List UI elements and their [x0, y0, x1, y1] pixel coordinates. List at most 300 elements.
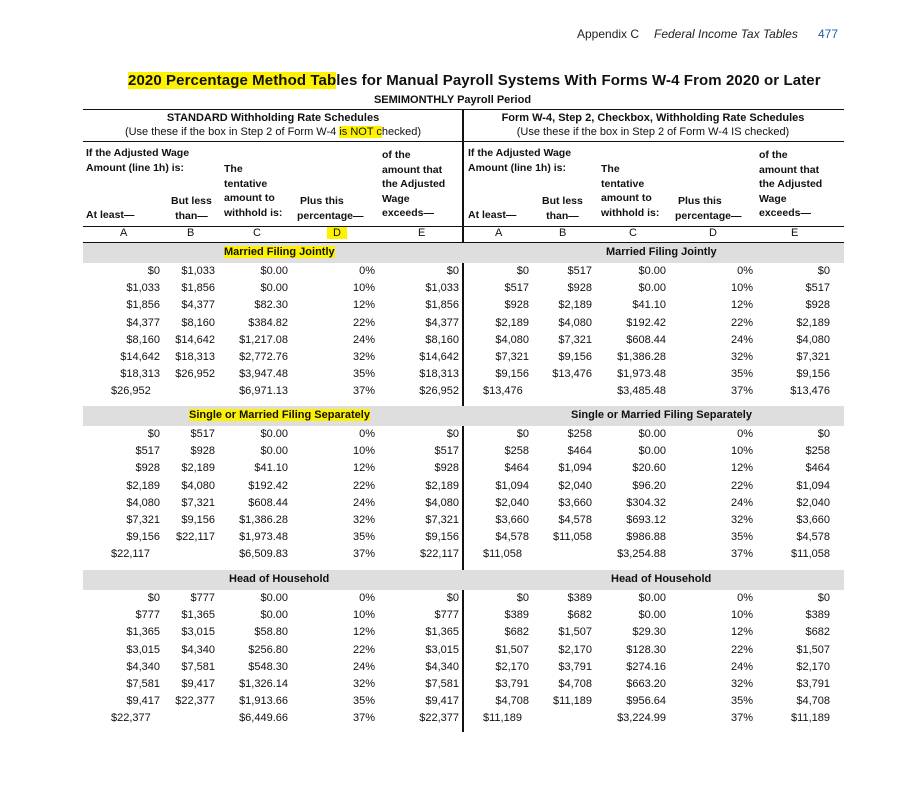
table-row	[83, 513, 463, 530]
at-least-cell: $517	[504, 282, 529, 295]
page-number: 477	[818, 27, 839, 41]
exceeds-cell: $0	[817, 428, 830, 440]
exceeds-cell: $258	[805, 445, 830, 458]
but-less-cell: $1,033	[181, 265, 215, 277]
exceeds-cell: $2,189	[425, 479, 459, 492]
but-less-cell: $4,708	[558, 678, 592, 690]
exceeds-cell: $9,417	[425, 695, 459, 708]
table-row	[83, 281, 463, 298]
at-least-cell: $0	[147, 265, 160, 277]
but-less-cell: $4,080	[558, 316, 592, 329]
tentative-cell: $0.00	[638, 265, 666, 277]
but-less-cell: $4,080	[181, 479, 215, 492]
percentage-cell: 22%	[730, 479, 753, 492]
exceeds-cell: $517	[434, 445, 459, 458]
percentage-cell: 10%	[730, 609, 753, 622]
at-least-cell: $22,117	[111, 548, 150, 561]
percentage-cell: 10%	[352, 282, 375, 295]
at-least-cell: $9,156	[126, 531, 160, 544]
percentage-cell: 10%	[352, 609, 375, 622]
standard-panel	[83, 108, 463, 732]
tentative-cell: $274.16	[626, 660, 666, 673]
tentative-cell: $0.00	[638, 609, 666, 622]
section-title: Head of Household	[611, 573, 712, 585]
tentative-cell: $1,973.48	[617, 368, 666, 381]
but-less-cell: $9,417	[181, 678, 215, 690]
at-least-cell: $928	[504, 299, 529, 312]
at-least-cell: $0	[147, 592, 160, 604]
percentage-cell: 24%	[352, 660, 375, 673]
percentage-cell: 22%	[352, 479, 375, 492]
table-row	[462, 694, 844, 711]
tentative-cell: $2,772.76	[239, 351, 288, 363]
exceeds-cell: $0	[446, 428, 459, 440]
at-least-cell: $777	[135, 609, 160, 622]
exceeds-cell: $4,080	[425, 496, 459, 509]
exceeds-cell: $4,340	[425, 660, 459, 673]
section-band	[462, 243, 844, 263]
tentative-cell: $0.00	[260, 592, 288, 604]
table-row	[83, 660, 463, 677]
section-title: Single or Married Filing Separately	[571, 409, 752, 421]
tentative-cell: $0.00	[260, 265, 288, 277]
at-least-header: At least—	[86, 209, 135, 221]
table-row	[83, 591, 463, 608]
but-less-cell: $13,476	[552, 368, 592, 381]
at-least-cell: $389	[504, 609, 529, 622]
table-row	[462, 384, 844, 401]
exceeds-cell: $9,156	[425, 531, 459, 544]
at-least-cell: $3,015	[126, 643, 160, 656]
tentative-cell: $384.82	[248, 316, 288, 329]
payroll-period: SEMIMONTHLY Payroll Period	[373, 94, 532, 106]
but-less-cell: $682	[567, 609, 592, 622]
but-less-cell: $22,117	[176, 531, 215, 544]
tentative-cell: $96.20	[632, 479, 666, 492]
tentative-cell: $1,326.14	[239, 678, 288, 690]
but-less-header: But less than—	[171, 195, 212, 222]
tentative-cell: $663.20	[626, 678, 666, 690]
at-least-cell: $8,160	[126, 333, 160, 346]
at-least-cell: $7,321	[495, 351, 529, 363]
tentative-cell: $128.30	[626, 643, 666, 656]
tentative-cell: $0.00	[260, 609, 288, 622]
at-least-cell: $0	[147, 428, 160, 440]
tentative-cell: $0.00	[638, 282, 666, 295]
tentative-cell: $20.60	[632, 462, 666, 475]
at-least-cell: $9,417	[126, 695, 160, 708]
exceeds-cell: $0	[446, 592, 459, 604]
at-least-cell: $4,708	[495, 695, 529, 708]
exceeds-cell: $389	[805, 609, 830, 622]
exceeds-cell: $682	[805, 626, 830, 639]
exceeds-cell: $13,476	[790, 385, 830, 398]
but-less-cell: $18,313	[175, 351, 215, 363]
title-rest: les for Manual Payroll Systems With Forms W-4 From 2020 or Later	[336, 72, 821, 89]
exceeds-cell: $4,708	[796, 695, 830, 708]
at-least-cell: $1,094	[495, 479, 529, 492]
but-less-cell: $1,856	[181, 282, 215, 295]
at-least-cell: $18,313	[120, 368, 160, 381]
percentage-cell: 22%	[730, 643, 753, 656]
but-less-cell: $3,015	[181, 626, 215, 639]
tentative-cell: $82.30	[254, 299, 288, 312]
exceeds-header: of the amount that the Adjusted Wage exceeds—	[759, 149, 823, 219]
exceeds-cell: $4,377	[425, 316, 459, 329]
percentage-cell: 12%	[352, 299, 375, 312]
but-less-cell: $928	[190, 445, 215, 458]
percentage-cell: 24%	[730, 496, 753, 509]
percentage-cell: 32%	[730, 351, 753, 363]
table-row	[83, 677, 463, 694]
percentage-cell: 32%	[352, 514, 375, 526]
exceeds-cell: $2,189	[796, 316, 830, 329]
tentative-cell: $6,449.66	[239, 712, 288, 725]
percentage-cell: 37%	[730, 385, 753, 398]
tentative-cell: $0.00	[638, 592, 666, 604]
percentage-cell: 37%	[730, 712, 753, 725]
exceeds-cell: $1,507	[796, 643, 830, 656]
percentage-cell: 10%	[730, 445, 753, 458]
percentage-cell: 0%	[359, 428, 375, 440]
percentage-cell: 35%	[352, 368, 375, 381]
exceeds-cell: $7,321	[796, 351, 830, 363]
tentative-cell: $1,386.28	[617, 351, 666, 363]
table-row	[462, 461, 844, 478]
tentative-cell: $548.30	[248, 660, 288, 673]
table-row	[83, 479, 463, 496]
but-less-cell: $11,189	[553, 695, 592, 708]
page-title	[128, 72, 821, 89]
percentage-cell: 35%	[730, 531, 753, 544]
tentative-cell: $3,254.88	[617, 548, 666, 561]
section-title: Head of Household	[229, 573, 330, 585]
percentage-cell: 37%	[730, 548, 753, 561]
exceeds-cell: $2,040	[796, 496, 830, 509]
tentative-cell: $1,913.66	[239, 695, 288, 708]
panel-subheading: (Use these if the box in Step 2 of Form W-4 IS checked)	[516, 126, 790, 138]
tentative-cell: $0.00	[260, 428, 288, 440]
tentative-cell: $608.44	[248, 496, 288, 509]
table-row	[83, 608, 463, 625]
percentage-cell: 35%	[730, 695, 753, 708]
exceeds-cell: $3,660	[796, 514, 830, 526]
table-row	[462, 643, 844, 660]
at-least-cell: $1,033	[126, 282, 160, 295]
but-less-cell: $464	[567, 445, 592, 458]
table-row	[83, 333, 463, 350]
section-band	[83, 570, 463, 590]
tentative-cell: $256.80	[248, 643, 288, 656]
but-less-cell: $1,094	[558, 462, 592, 475]
but-less-cell: $9,156	[181, 514, 215, 526]
exceeds-cell: $18,313	[419, 368, 459, 381]
exceeds-cell: $3,791	[796, 678, 830, 690]
tentative-cell: $0.00	[260, 282, 288, 295]
tentative-cell: $29.30	[632, 626, 666, 639]
percentage-cell: 32%	[352, 678, 375, 690]
tentative-cell: $304.32	[626, 496, 666, 509]
at-least-cell: $14,642	[120, 351, 160, 363]
section-title: Single or Married Filing Separately	[189, 409, 370, 421]
percentage-cell: 32%	[730, 678, 753, 690]
at-least-cell: $464	[504, 462, 529, 475]
exceeds-cell: $928	[434, 462, 459, 475]
table-row	[462, 496, 844, 513]
table-row	[83, 694, 463, 711]
percentage-cell: 32%	[730, 514, 753, 526]
at-least-cell: $22,377	[111, 712, 151, 725]
percentage-cell: 37%	[352, 385, 375, 398]
percentage-cell: 35%	[352, 695, 375, 708]
column-letters: A B C D E	[495, 227, 799, 239]
at-least-cell: $3,791	[495, 678, 529, 690]
but-less-cell: $11,058	[553, 531, 592, 544]
but-less-cell: $928	[567, 282, 592, 295]
tentative-cell: $1,973.48	[239, 531, 288, 544]
section-band	[462, 570, 844, 590]
table-row	[462, 367, 844, 384]
exceeds-cell: $1,856	[425, 299, 459, 312]
panel-heading: Form W-4, Step 2, Checkbox, Withholding Rate Schedules	[501, 112, 805, 124]
at-least-cell: $0	[516, 265, 529, 277]
but-less-cell: $1,365	[181, 609, 215, 622]
exceeds-cell: $7,321	[425, 514, 459, 526]
exceeds-cell: $22,377	[419, 712, 459, 725]
table-row	[462, 513, 844, 530]
exceeds-cell: $9,156	[796, 368, 830, 381]
table-row	[83, 643, 463, 660]
not-checked-highlight: is NOT c	[339, 126, 382, 138]
percentage-header: Plus this percentage—	[675, 195, 742, 222]
at-least-cell: $11,189	[483, 712, 522, 725]
exceeds-cell: $4,578	[796, 531, 830, 544]
but-less-cell: $26,952	[175, 368, 215, 381]
exceeds-cell: $3,015	[425, 643, 459, 656]
but-less-header: But less than—	[542, 195, 583, 222]
at-least-cell: $1,365	[126, 626, 160, 639]
exceeds-cell: $4,080	[796, 333, 830, 346]
tentative-cell: $3,224.99	[617, 712, 666, 725]
table-row	[462, 281, 844, 298]
table-row	[462, 333, 844, 350]
section-title: Married Filing Jointly	[606, 246, 717, 258]
but-less-cell: $777	[190, 592, 215, 604]
but-less-cell: $2,189	[558, 299, 592, 312]
table-row	[462, 677, 844, 694]
at-least-cell: $928	[135, 462, 160, 475]
but-less-cell: $7,321	[181, 496, 215, 509]
percentage-cell: 12%	[730, 299, 753, 312]
but-less-cell: $4,377	[181, 299, 215, 312]
table-row	[462, 711, 844, 728]
table-row	[462, 479, 844, 496]
tentative-header: The tentative amount to withhold is:	[601, 163, 660, 219]
but-less-cell: $258	[567, 428, 592, 440]
percentage-cell: 12%	[352, 462, 375, 475]
tentative-cell: $192.42	[626, 316, 666, 329]
table-row	[83, 496, 463, 513]
percentage-cell: 12%	[730, 626, 753, 639]
exceeds-cell: $0	[446, 265, 459, 277]
percentage-cell: 0%	[737, 592, 753, 604]
percentage-cell: 24%	[730, 333, 753, 346]
rule	[83, 141, 463, 142]
percentage-cell: 37%	[352, 548, 375, 561]
exceeds-cell: $11,058	[791, 548, 830, 561]
table-row	[83, 367, 463, 384]
but-less-cell: $14,642	[175, 333, 215, 346]
table-row	[462, 444, 844, 461]
but-less-cell: $2,189	[181, 462, 215, 475]
percentage-cell: 37%	[352, 712, 375, 725]
exceeds-cell: $0	[817, 265, 830, 277]
table-row	[83, 530, 463, 547]
but-less-cell: $7,581	[181, 660, 215, 673]
but-less-cell: $4,340	[181, 643, 215, 656]
table-row	[83, 547, 463, 564]
table-row	[83, 264, 463, 281]
exceeds-cell: $1,033	[425, 282, 459, 295]
exceeds-header: of the amount that the Adjusted Wage exceeds—	[382, 149, 446, 219]
exceeds-cell: $7,581	[425, 678, 459, 690]
percentage-cell: 0%	[359, 592, 375, 604]
exceeds-cell: $777	[434, 609, 459, 622]
exceeds-cell: $464	[805, 462, 830, 475]
table-row	[462, 350, 844, 367]
tentative-cell: $693.12	[626, 514, 666, 526]
but-less-cell: $2,040	[558, 479, 592, 492]
section-band	[83, 243, 463, 263]
percentage-cell: 0%	[737, 428, 753, 440]
percentage-cell: 10%	[730, 282, 753, 295]
tentative-header: The tentative amount to withhold is:	[224, 163, 283, 219]
at-least-cell: $26,952	[111, 385, 151, 398]
table-row	[462, 530, 844, 547]
tentative-cell: $3,485.48	[617, 385, 666, 398]
percentage-cell: 0%	[359, 265, 375, 277]
at-least-cell: $0	[516, 428, 529, 440]
panel-subheading: (Use these if the box in Step 2 of Form W-4 is NOT checked)	[124, 126, 422, 138]
title-highlighted: 2020 Percentage Method Tab	[128, 72, 337, 89]
exceeds-cell: $1,094	[796, 479, 830, 492]
at-least-cell: $2,189	[495, 316, 529, 329]
col-d-highlight: D	[327, 227, 347, 239]
table-row	[83, 427, 463, 444]
at-least-cell: $4,578	[495, 531, 529, 544]
exceeds-cell: $22,117	[420, 548, 459, 561]
at-least-cell: $4,377	[126, 316, 160, 329]
exceeds-cell: $2,170	[796, 660, 830, 673]
tentative-cell: $6,971.13	[239, 385, 288, 398]
table-row	[83, 711, 463, 728]
at-least-cell: $7,321	[126, 514, 160, 526]
percentage-cell: 24%	[352, 496, 375, 509]
but-less-cell: $2,170	[558, 643, 592, 656]
checkbox-panel	[462, 108, 844, 732]
at-least-cell: $11,058	[483, 548, 522, 561]
but-less-cell: $22,377	[175, 695, 215, 708]
percentage-cell: 22%	[730, 316, 753, 329]
table-row	[462, 316, 844, 333]
table-row	[462, 427, 844, 444]
section-title: Married Filing Jointly	[224, 246, 335, 258]
percentage-cell: 0%	[737, 265, 753, 277]
exceeds-cell: $26,952	[419, 385, 459, 398]
but-less-cell: $1,507	[558, 626, 592, 639]
at-least-cell: $1,507	[495, 643, 529, 656]
table-row	[83, 350, 463, 367]
but-less-cell: $9,156	[558, 351, 592, 363]
header-title: Federal Income Tax Tables	[654, 27, 798, 41]
rule	[462, 141, 844, 142]
tentative-cell: $1,217.08	[239, 333, 288, 346]
at-least-cell: $4,080	[495, 333, 529, 346]
appendix-label: Appendix C	[577, 27, 640, 41]
but-less-cell: $3,791	[558, 660, 592, 673]
at-least-cell: $2,189	[126, 479, 160, 492]
at-least-cell: $4,340	[126, 660, 160, 673]
tentative-cell: $608.44	[626, 333, 666, 346]
but-less-cell: $8,160	[181, 316, 215, 329]
but-less-cell: $389	[567, 592, 592, 604]
percentage-cell: 35%	[730, 368, 753, 381]
but-less-cell: $4,578	[558, 514, 592, 526]
percentage-cell: 12%	[730, 462, 753, 475]
percentage-cell: 22%	[352, 316, 375, 329]
column-letters: A B C D E	[120, 227, 426, 239]
tentative-cell: $41.10	[632, 299, 666, 312]
table-row	[462, 547, 844, 564]
at-least-cell: $682	[504, 626, 529, 639]
exceeds-cell: $0	[817, 592, 830, 604]
tentative-cell: $986.88	[626, 531, 666, 544]
wage-col-header: If the Adjusted Wage Amount (line 1h) is:	[86, 147, 190, 174]
section-band	[462, 406, 844, 426]
at-least-cell: $3,660	[495, 514, 529, 526]
at-least-cell: $2,170	[495, 660, 529, 673]
at-least-cell: $517	[135, 445, 160, 458]
table-row	[83, 384, 463, 401]
table-row	[462, 660, 844, 677]
exceeds-cell: $14,642	[419, 351, 459, 363]
percentage-cell: 32%	[352, 351, 375, 363]
but-less-cell: $517	[190, 428, 215, 440]
table-row	[462, 608, 844, 625]
tentative-cell: $0.00	[638, 428, 666, 440]
tentative-cell: $41.10	[254, 462, 288, 475]
tentative-cell: $0.00	[638, 445, 666, 458]
at-least-cell: $13,476	[483, 385, 523, 398]
percentage-cell: 35%	[352, 531, 375, 544]
table-row	[83, 461, 463, 478]
at-least-cell: $0	[516, 592, 529, 604]
exceeds-cell: $8,160	[425, 333, 459, 346]
percentage-header: Plus this percentage—	[297, 195, 364, 222]
table-row	[462, 625, 844, 642]
table-row	[462, 591, 844, 608]
exceeds-cell: $517	[805, 282, 830, 295]
table-row	[83, 444, 463, 461]
tentative-cell: $58.80	[254, 626, 288, 639]
at-least-header: At least—	[468, 209, 517, 221]
wage-col-header: If the Adjusted Wage Amount (line 1h) is:	[468, 147, 572, 174]
but-less-cell: $7,321	[558, 333, 592, 346]
tentative-cell: $3,947.48	[239, 368, 288, 381]
at-least-cell: $258	[504, 445, 529, 458]
at-least-cell: $7,581	[126, 678, 160, 690]
at-least-cell: $4,080	[126, 496, 160, 509]
